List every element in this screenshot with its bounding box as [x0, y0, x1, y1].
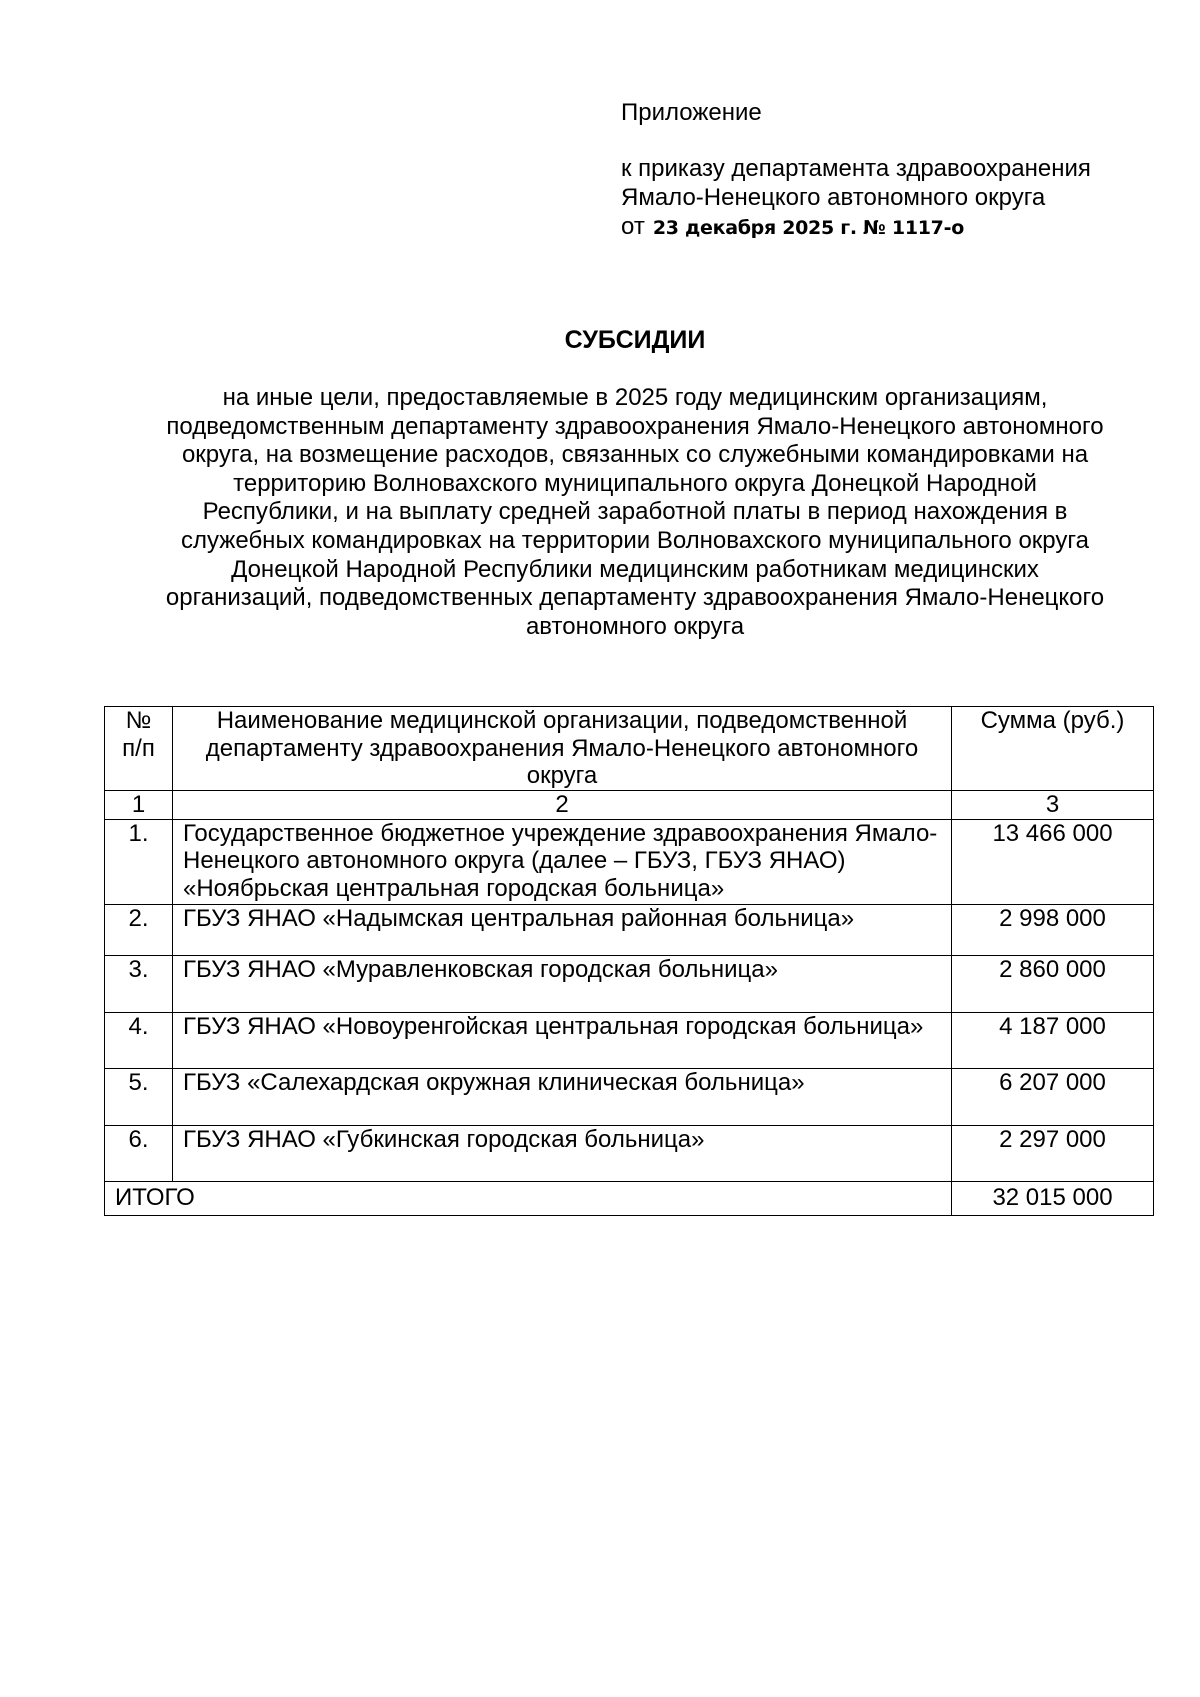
total-row	[105, 1181, 1154, 1215]
row-number: 6.	[105, 1125, 173, 1181]
appendix-label: Приложение	[621, 99, 762, 126]
appendix-block	[621, 98, 1091, 243]
organization-name: ГБУЗ ЯНАО «Муравленковская городская больница»	[173, 955, 952, 1012]
table-row	[105, 955, 1154, 1012]
row-sum: 2 860 000	[952, 955, 1154, 1012]
order-number: 23 декабря 2025 г. № 1117-о	[652, 217, 964, 239]
appendix-line-1: к приказу департамента здравоохранения	[621, 155, 1091, 182]
table-row	[105, 819, 1154, 904]
document-subtitle	[100, 384, 1170, 641]
organization-name: Государственное бюджетное учреждение здравоохранения Ямало-Ненецкого автономного округа (далее – ГБУЗ, ГБУЗ ЯНАО) «Ноябрьская центральная городская больница»	[173, 819, 952, 904]
row-sum: 13 466 000	[952, 819, 1154, 904]
row-sum: 6 207 000	[952, 1068, 1154, 1125]
row-number: 5.	[105, 1068, 173, 1125]
row-sum: 2 998 000	[952, 904, 1154, 955]
header-num: № п/п	[105, 707, 173, 791]
row-number: 2.	[105, 904, 173, 955]
date-prefix: от	[621, 213, 645, 240]
column-index: 1	[105, 790, 173, 819]
subtitle-line: служебных командировках на территории Волновахского муниципального округа	[181, 526, 1089, 554]
header-organization-name: Наименование медицинской организации, подведомственной департаменту здравоохранения Ямало-Ненецкого автономного округа	[173, 707, 952, 791]
appendix-date-line	[621, 212, 1091, 243]
subsidies-table	[104, 706, 1154, 1216]
total-label: ИТОГО	[105, 1181, 952, 1215]
row-number: 4.	[105, 1012, 173, 1068]
subtitle-line: Донецкой Народной Республики медицинским работникам медицинских	[231, 555, 1039, 583]
column-index: 2	[173, 790, 952, 819]
column-index: 3	[952, 790, 1154, 819]
organization-name: ГБУЗ ЯНАО «Губкинская городская больница»	[173, 1125, 952, 1181]
header-sum: Сумма (руб.)	[952, 707, 1154, 791]
appendix-line-2: Ямало-Ненецкого автономного округа	[621, 184, 1046, 211]
subtitle-line: Республики, и на выплату средней заработной платы в период нахождения в	[202, 498, 1068, 526]
organization-name: ГБУЗ ЯНАО «Новоуренгойская центральная городская больница»	[173, 1012, 952, 1068]
total-sum: 32 015 000	[952, 1181, 1154, 1215]
column-index-row	[105, 790, 1154, 819]
table-row	[105, 1012, 1154, 1068]
table-row	[105, 904, 1154, 955]
organization-name: ГБУЗ «Салехардская окружная клиническая больница»	[173, 1068, 952, 1125]
subtitle-line: на иные цели, предоставляемые в 2025 году медицинским организациям,	[222, 384, 1048, 411]
row-sum: 4 187 000	[952, 1012, 1154, 1068]
row-number: 3.	[105, 955, 173, 1012]
document-title: СУБСИДИИ	[564, 326, 706, 354]
subtitle-line: организаций, подведомственных департаменту здравоохранения Ямало-Ненецкого	[165, 584, 1105, 612]
subtitle-line: подведомственным департаменту здравоохранения Ямало-Ненецкого автономного	[166, 412, 1104, 440]
table-header-row	[105, 707, 1154, 791]
subtitle-line: территорию Волновахского муниципального округа Донецкой Народной	[233, 469, 1037, 497]
table-row	[105, 1125, 1154, 1181]
table-row	[105, 1068, 1154, 1125]
subtitle-line: округа, на возмещение расходов, связанных со служебными командировками на	[181, 441, 1089, 469]
row-sum: 2 297 000	[952, 1125, 1154, 1181]
row-number: 1.	[105, 819, 173, 904]
organization-name: ГБУЗ ЯНАО «Надымская центральная районная больница»	[173, 904, 952, 955]
subtitle-line: автономного округа	[525, 612, 745, 640]
